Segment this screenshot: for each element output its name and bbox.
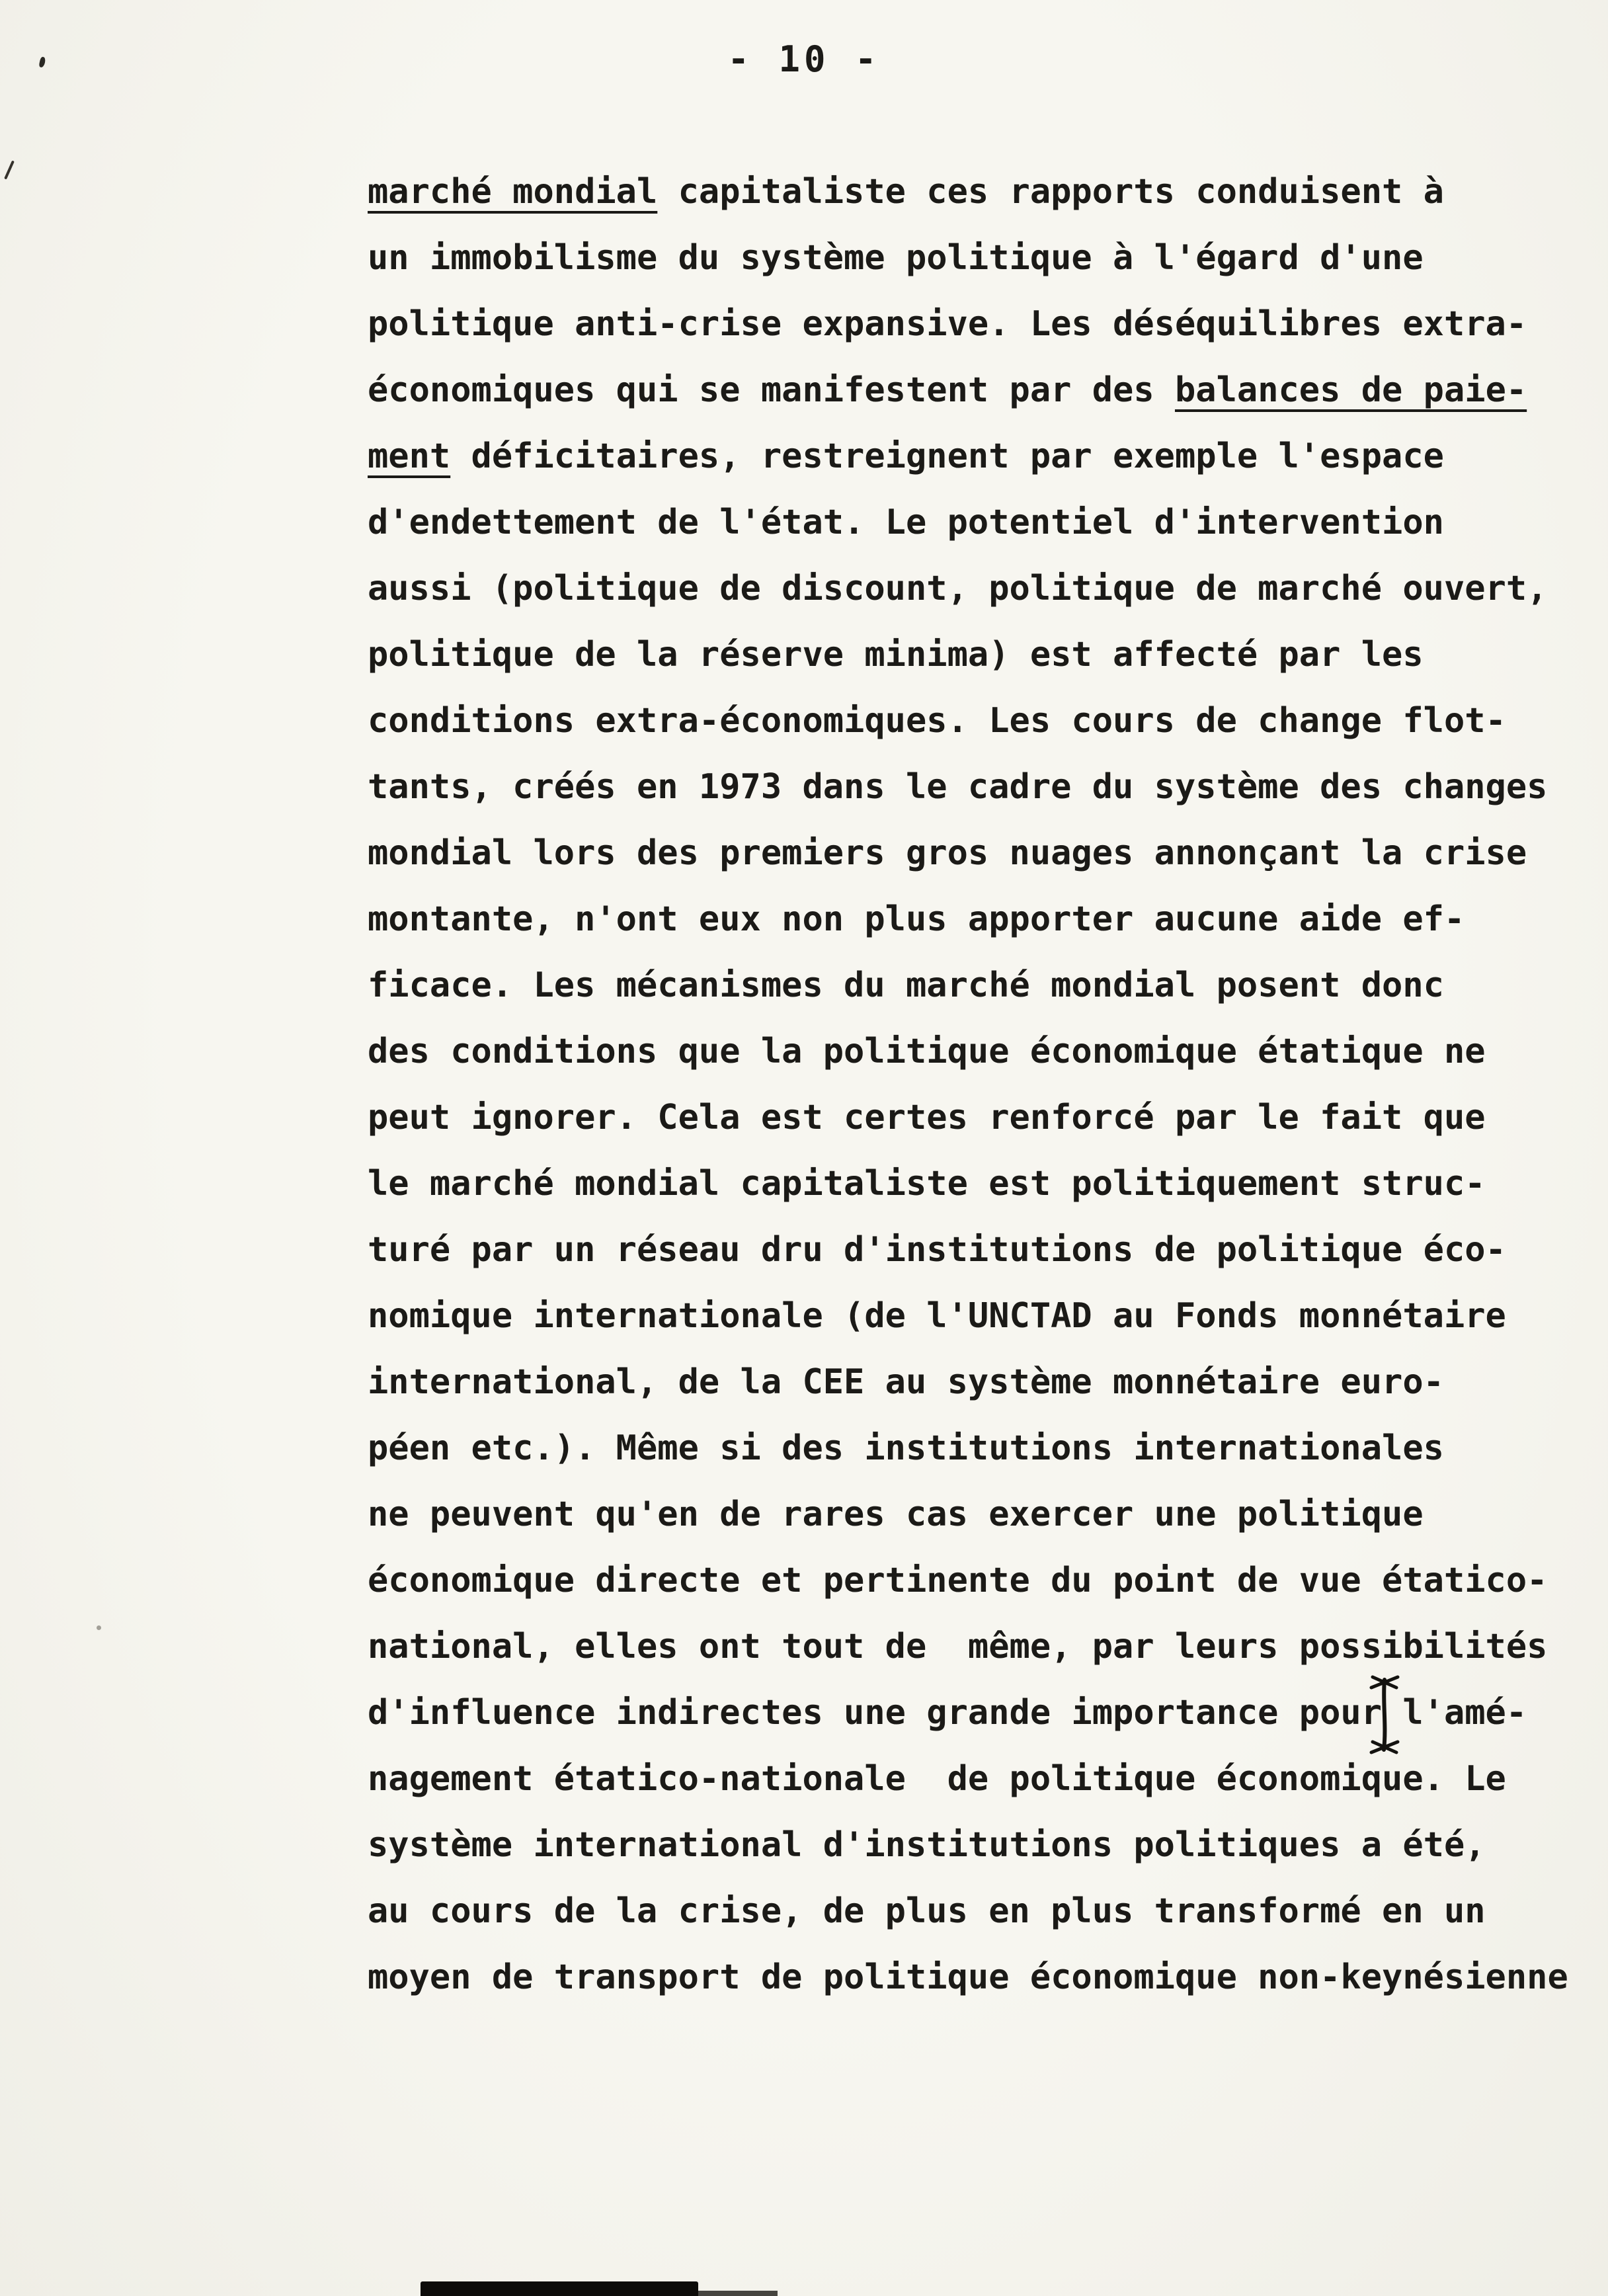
text-line	[368, 225, 1571, 291]
text-line	[368, 1151, 1571, 1217]
text-line	[368, 1614, 1571, 1680]
text-segment: moyen de transport de politique économique non-keynésienne	[368, 1957, 1568, 1997]
underlined-text-segment: marché mondial	[368, 172, 658, 212]
text-segment: capitaliste ces rapports conduisent à	[657, 172, 1444, 212]
text-line	[368, 159, 1571, 225]
text-segment: peut ignorer. Cela est certes renforcé par le fait que	[368, 1098, 1486, 1137]
text-segment: déficitaires, restreignent par exemple l'espace	[450, 436, 1444, 476]
text-line	[368, 1283, 1571, 1349]
text-segment: mondial lors des premiers gros nuages annonçant la crise	[368, 833, 1527, 873]
text-segment: économiques qui se manifestent par des	[368, 370, 1175, 410]
text-segment: international, de la CEE au système monnétaire euro-	[368, 1362, 1444, 1402]
text-line	[368, 489, 1571, 555]
text-line	[368, 1085, 1571, 1151]
text-line	[368, 1415, 1571, 1481]
text-line	[368, 754, 1571, 820]
text-segment: nagement étatico-nationale de politique économique. Le	[368, 1759, 1506, 1799]
text-segment: tants, créés en 1973 dans le cadre du système des changes	[368, 767, 1548, 807]
text-segment: système international d'institutions politiques a été,	[368, 1825, 1486, 1865]
text-line	[368, 555, 1571, 622]
text-segment: d'endettement de l'état. Le potentiel d'intervention	[368, 503, 1444, 542]
text-line	[368, 1481, 1571, 1547]
text-segment: au cours de la crise, de plus en plus transformé en un	[368, 1891, 1486, 1931]
text-segment: politique anti-crise expansive. Les déséquilibres extra-	[368, 304, 1527, 344]
text-line	[368, 1217, 1571, 1283]
text-line	[368, 622, 1571, 688]
text-segment: des conditions que la politique économique étatique ne	[368, 1032, 1486, 1071]
text-segment: politique de la réserve minima) est affecté par les	[368, 635, 1424, 675]
text-segment: turé par un réseau dru d'institutions de politique éco-	[368, 1230, 1506, 1270]
text-line	[368, 1018, 1571, 1085]
text-block	[368, 159, 1571, 2010]
text-segment: péen etc.). Même si des institutions internationales	[368, 1428, 1444, 1468]
text-segment: ficace. Les mécanismes du marché mondial posent donc	[368, 965, 1444, 1005]
text-line	[368, 1349, 1571, 1415]
text-line	[368, 1812, 1571, 1878]
text-line	[368, 688, 1571, 754]
text-segment: montante, n'ont eux non plus apporter aucune aide ef-	[368, 899, 1465, 939]
text-line	[368, 952, 1571, 1018]
underlined-text-segment: ment	[368, 436, 451, 476]
text-segment: économique directe et pertinente du point de vue étatico-	[368, 1561, 1548, 1600]
text-line	[368, 423, 1571, 489]
text-segment: aussi (politique de discount, politique de marché ouvert,	[368, 569, 1548, 608]
scan-edge-artifact	[698, 2291, 778, 2296]
text-segment: nomique internationale (de l'UNCTAD au Fonds monnétaire	[368, 1296, 1506, 1336]
text-line	[368, 1878, 1571, 1944]
text-line	[368, 1944, 1571, 2010]
text-line	[368, 291, 1571, 357]
ink-speck	[97, 1625, 101, 1630]
text-segment: un immobilisme du système politique à l'égard d'une	[368, 238, 1424, 278]
text-line	[368, 1547, 1571, 1614]
text-segment: ne peuvent qu'en de rares cas exercer une politique	[368, 1495, 1424, 1534]
text-line	[368, 1746, 1571, 1812]
text-segment: le marché mondial capitaliste est politiquement struc-	[368, 1164, 1486, 1204]
text-line	[368, 357, 1571, 423]
ink-speck	[4, 160, 15, 179]
text-segment: national, elles ont tout de même, par leurs possibilités	[368, 1627, 1548, 1666]
text-line	[368, 1680, 1571, 1746]
text-line	[368, 820, 1571, 886]
scan-edge-artifact	[421, 2281, 698, 2296]
page-number: - 10 -	[727, 38, 881, 80]
underlined-text-segment: balances de paie-	[1174, 370, 1527, 410]
text-segment: conditions extra-économiques. Les cours de change flot-	[368, 701, 1506, 741]
text-segment: d'influence indirectes une grande importance pour l'amé-	[368, 1693, 1527, 1733]
text-line	[368, 886, 1571, 952]
